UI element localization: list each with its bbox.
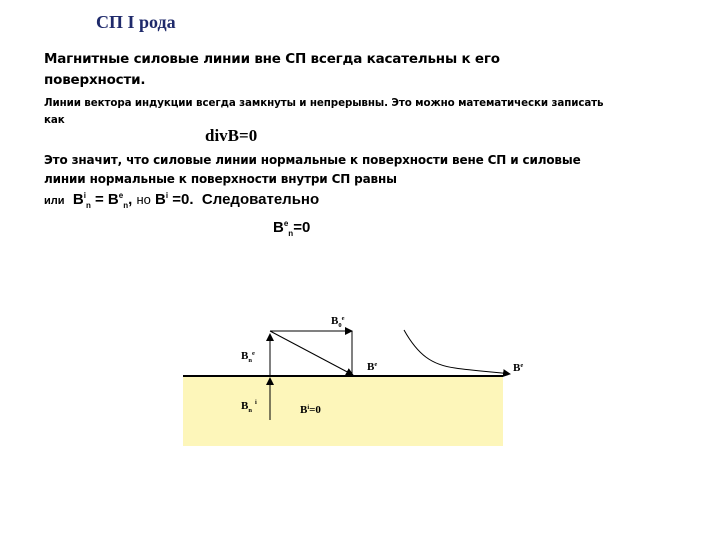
eq-sup-i-2: i <box>165 191 169 200</box>
svg-text:Bi=0: $B^i=0$ <box>300 404 321 416</box>
eq-but: но <box>136 192 151 207</box>
divergence-formula: divB=0 <box>205 126 258 145</box>
svg-text:Be: $B^e$ <box>367 361 378 373</box>
svg-text:Bni: $B_n^i$ <box>241 399 257 414</box>
field-line-curve <box>404 330 510 374</box>
result-b: B <box>273 219 284 236</box>
result-value: =0 <box>293 219 311 236</box>
eq-sup-e: e <box>118 191 124 200</box>
be-diagonal-arrow <box>270 331 353 375</box>
label-be-right <box>513 362 523 374</box>
eq-prefix: или <box>44 195 65 207</box>
eq-sub-n-2: n <box>123 201 129 210</box>
slide-title: СП I рода <box>96 12 176 32</box>
label-bi-zero <box>300 404 321 416</box>
paragraph-normal-lines: Это значит, что силовые линии нормальные к поверхности вене СП и силовые линии нормальные к поверхности внутри СП равны <box>44 153 581 186</box>
superconductor-region <box>183 376 503 446</box>
svg-text:B0e: $B_0^e$ <box>331 315 345 329</box>
label-be-mid <box>367 361 377 373</box>
eq-conclusion: Следовательно <box>201 191 320 208</box>
eq-zero: =0. <box>172 191 194 208</box>
svg-text:Be: $B^e$ <box>513 362 524 374</box>
eq-sub-n: n <box>85 201 91 210</box>
eq-b-inside: B <box>72 191 84 208</box>
result-sub: n <box>288 229 294 238</box>
eq-comma: , <box>128 191 133 208</box>
eq-b-inside-2: B <box>155 191 166 208</box>
svg-text:Bne: $B_n^e$ <box>241 350 255 364</box>
eq-equals-b: = B <box>95 191 119 208</box>
paragraph-closed-lines: Линии вектора индукции всегда замкнуты и непрерывны. Это можно математически записать как <box>44 97 604 126</box>
paragraph-tangent-lines: Магнитные силовые линии вне СП всегда касательны к его поверхности. <box>44 51 500 88</box>
label-bn-e <box>241 350 255 364</box>
eq-sup-i: i <box>83 191 86 200</box>
result-sup: e <box>283 219 289 228</box>
label-b0-e <box>331 315 345 329</box>
